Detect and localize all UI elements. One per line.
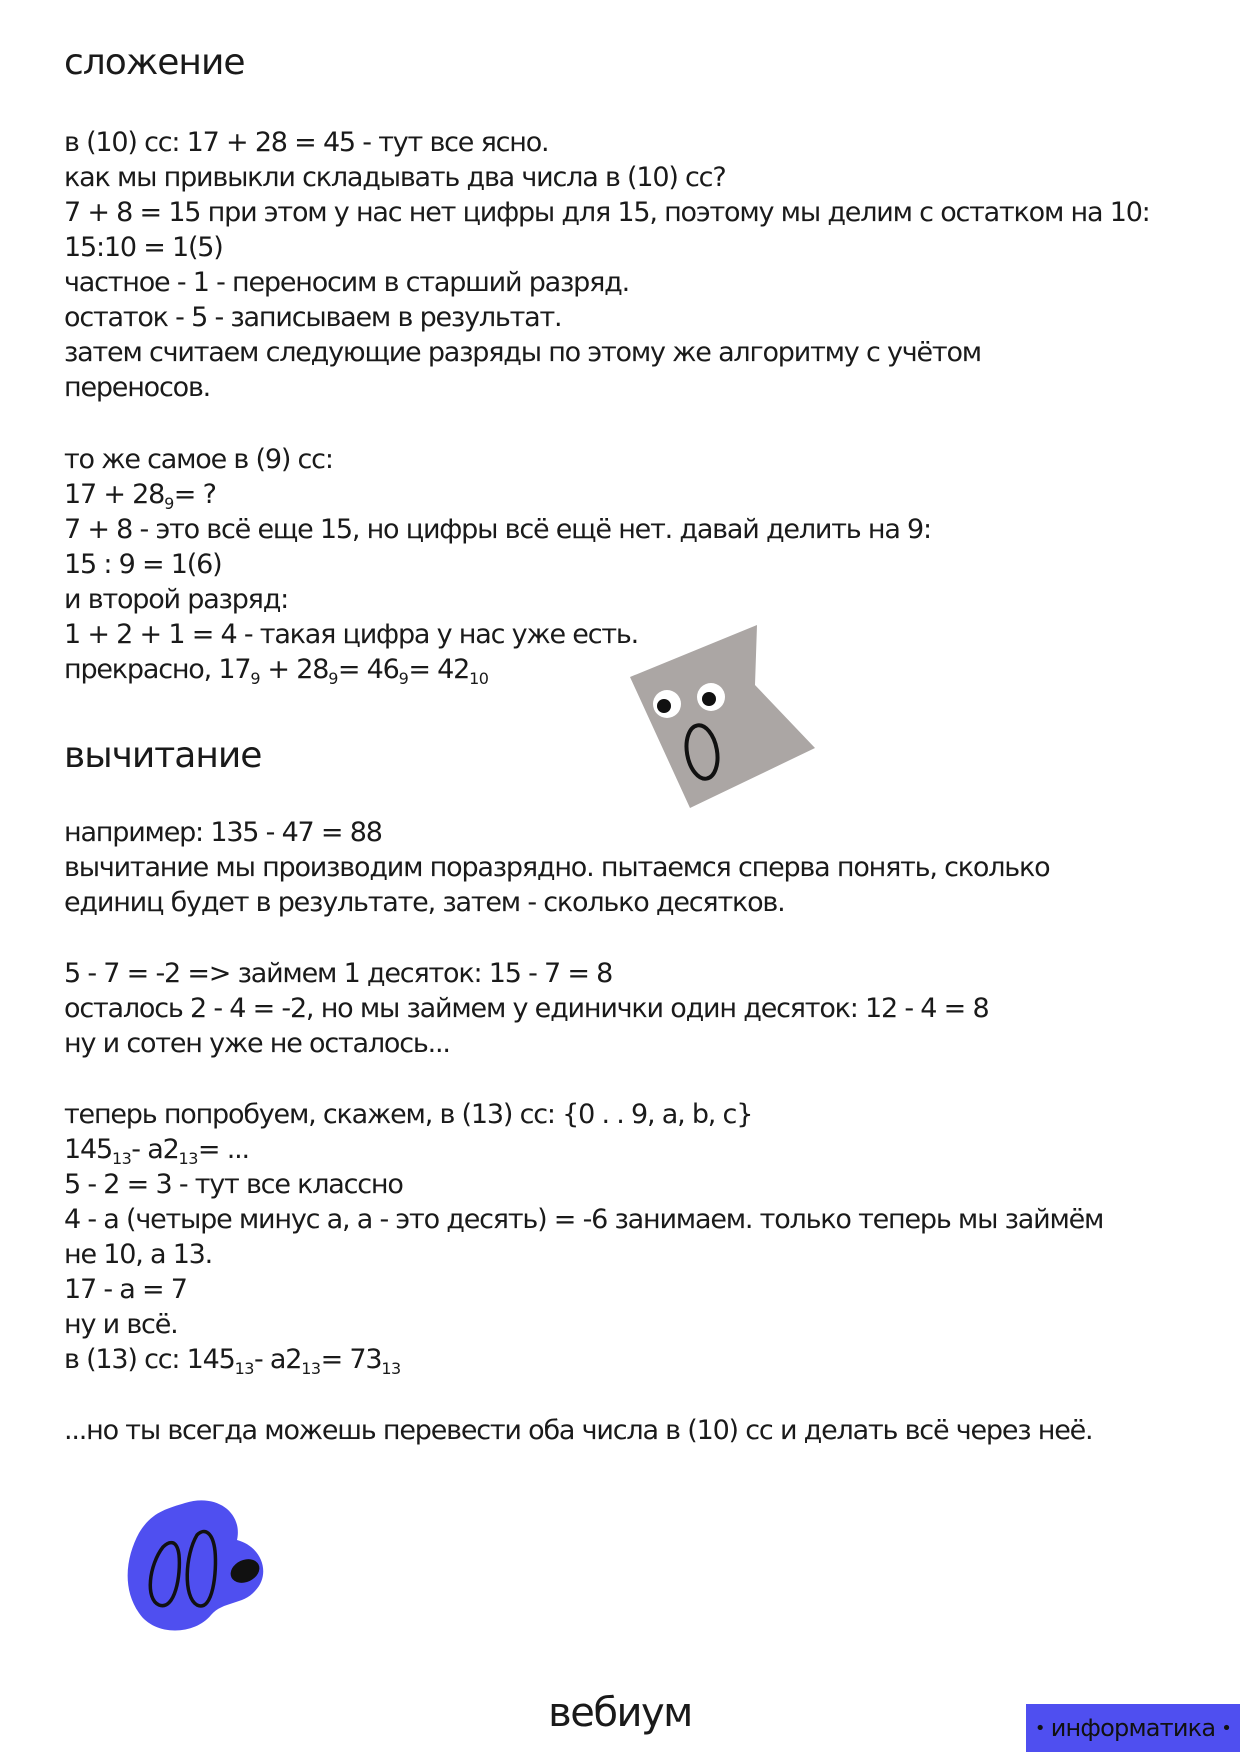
tag-dot-right: • [1221,1717,1232,1739]
text-line: 1 + 2 + 1 = 4 - такая цифра у нас уже есть. [64,619,638,650]
text-line: 7 + 8 - это всё еще 15, но цифры всё ещё нет. давай делить на 9: [64,514,931,545]
text-line: например: 135 - 47 = 88 [64,817,382,848]
text-line: частное - 1 - переносим в старший разряд. [64,267,629,298]
text-line: затем считаем следующие разряды по этому же алгоритму с учётом [64,337,981,368]
blue-blob-face-sticker-icon [125,1495,270,1635]
text-line: 15:10 = 1(5) [64,232,223,263]
formula-line: прекрасно, $17_9 + 28_9= 46_9= 42_{10}$ [64,654,489,688]
text-line: вычитание мы производим поразрядно. пытаемся сперва понять, сколько [64,852,1050,883]
text-line: 4 - a (четыре минус a, a - это десять) = -6 занимаем. только теперь мы займём [64,1204,1104,1235]
tag-dot-left: • [1034,1717,1045,1739]
text-line: 15 : 9 = 1(6) [64,549,222,580]
surprised-face-sticker-icon [625,620,820,812]
section-title-subtraction: вычитание [64,735,262,776]
subject-tag-label: информатика [1050,1714,1216,1742]
text-line: и второй разряд: [64,584,289,615]
subject-tag [1026,1704,1240,1752]
brand-logo: вебиум [548,1690,692,1736]
formula-line: $17 + 28_9=$ ? [64,479,216,513]
text-line: остаток - 5 - записываем в результат. [64,302,562,333]
text-line: как мы привыкли складывать два числа в (10) сс? [64,162,726,193]
text-line: переносов. [64,372,211,403]
text-line: 17 - a = 7 [64,1274,187,1305]
text-line: 5 - 7 = -2 => займем 1 десяток: 15 - 7 = 8 [64,958,613,989]
text-line: теперь попробуем, скажем, в (13) сс: {0 . . 9, a, b, c} [64,1099,753,1130]
section-title-addition: сложение [64,42,245,83]
formula-line: в (13) сс: $145_{13}-$ $a2_{13}= 73_{13}$ [64,1344,401,1378]
text-line: ну и сотен уже не осталось... [64,1028,450,1059]
text-line: в (10) сс: 17 + 28 = 45 - тут все ясно. [64,127,549,158]
text-line: единиц будет в результате, затем - сколько десятков. [64,887,785,918]
closing-note: ...но ты всегда можешь перевести оба числа в (10) сс и делать всё через неё. [64,1415,1093,1446]
text-line: 5 - 2 = 3 - тут все классно [64,1169,403,1200]
text-line: осталось 2 - 4 = -2, но мы займем у единички один десяток: 12 - 4 = 8 [64,993,989,1024]
text-line: 7 + 8 = 15 при этом у нас нет цифры для 15, поэтому мы делим с остатком на 10: [64,197,1150,228]
text-line: то же самое в (9) сс: [64,444,333,475]
text-line: ну и всё. [64,1309,178,1340]
formula-line: $145_{13}-$ $a2_{13}=$ ... [64,1134,249,1168]
text-line: не 10, а 13. [64,1239,213,1270]
